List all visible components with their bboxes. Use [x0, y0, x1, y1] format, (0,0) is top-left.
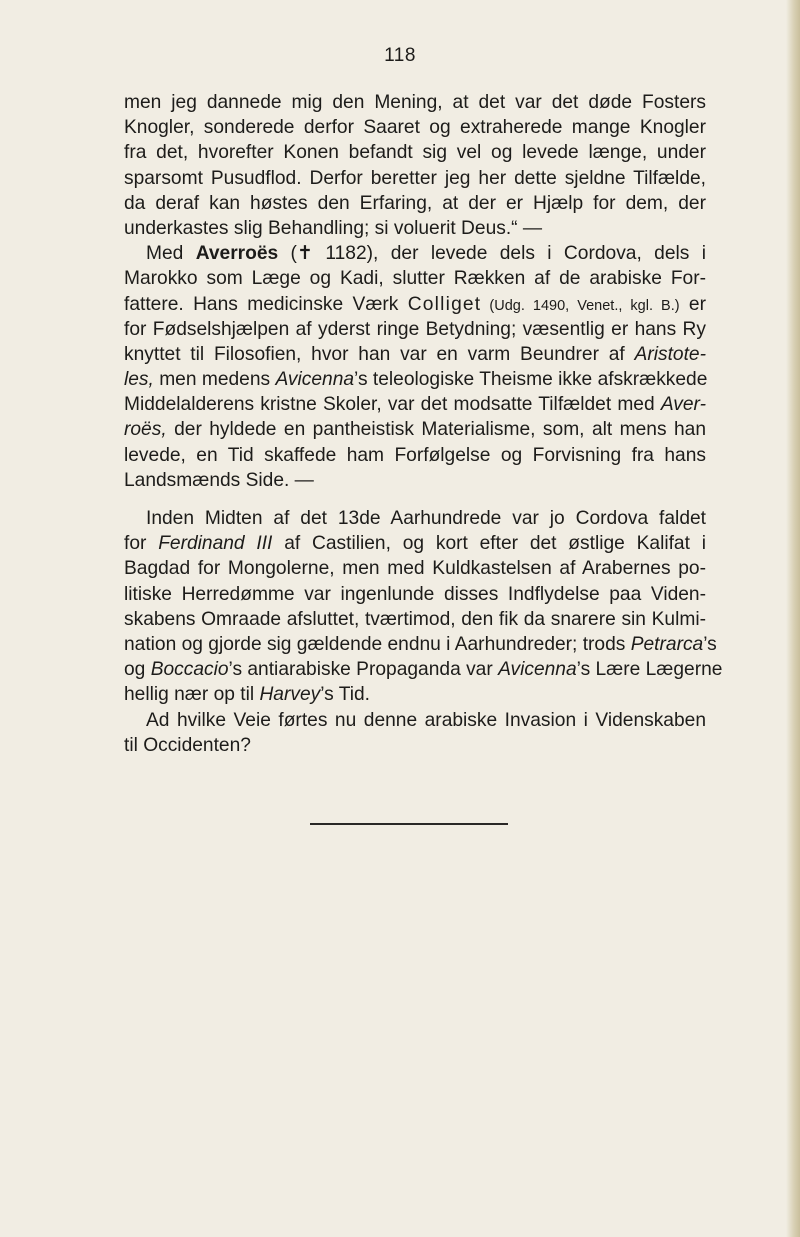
book-title: Colliget [407, 293, 482, 315]
page-edge-shadow [786, 0, 800, 1237]
person-name: Averroës [195, 243, 279, 265]
text-line: roës, der hyldede en pantheistisk Materialisme, som, alt mens han [124, 419, 706, 441]
paragraph-continued [124, 90, 706, 241]
text-line: levede, en Tid skaffede ham Forfølgelse og Forvisning fra hans [124, 444, 706, 466]
text-line: og Boccacio’s antiarabiske Propaganda var Avicenna’s Lære Lægerne [124, 659, 723, 681]
text-line: men jeg dannede mig den Mening, at det var det døde Fosters [124, 92, 706, 113]
text-line: fattere. Hans medicinske Værk Colliget (Udg. 1490, Venet., kgl. B.) er [124, 293, 706, 315]
text-block-upper [124, 90, 706, 493]
text-line: underkastes slig Behandling; si voluerit Deus.“ — [124, 217, 543, 239]
text-line: hellig nær op til Harvey’s Tid. [124, 684, 371, 706]
text-line: Marokko som Læge og Kadi, slutter Rækken af de arabiske For- [124, 268, 706, 290]
text-line: Med Averroës (✝ 1182), der levede dels i Cordova, dels i [146, 243, 706, 265]
text-line: for Fødselshjælpen af yderst ringe Betydning; væsentlig er hans Ry [124, 318, 706, 340]
text-line: sparsomt Pusudflod. Derfor beretter jeg her dette sjeldne Tilfælde, [124, 167, 706, 189]
text-line: Bagdad for Mongolerne, men med Kuldkastelsen af Arabernes po- [124, 558, 706, 580]
text-line: Landsmænds Side. — [124, 469, 314, 491]
text-line: til Occidenten? [124, 734, 251, 756]
text-block-lower [124, 506, 723, 758]
paragraph-cordova [124, 506, 723, 708]
text-line: skabens Omraade afsluttet, tværtimod, den fik da snarere sin Kulmi- [124, 608, 706, 630]
page-number: 118 [384, 45, 416, 66]
text-line: litiske Herredømme var ingenlunde disses Indflydelse paa Viden- [124, 583, 706, 605]
text-line: Inden Midten af det 13de Aarhundrede var jo Cordova faldet [146, 508, 706, 529]
text-line: nation og gjorde sig gældende endnu i Aarhundreder; trods Petrarca’s [124, 633, 717, 655]
text-line: les, men medens Avicenna’s teleologiske Theisme ikke afskrækkede [124, 369, 708, 391]
text-line: Middelalderens kristne Skoler, var det modsatte Tilfældet med Aver- [124, 394, 706, 416]
text-line: for Ferdinand III af Castilien, og kort efter det østlige Kalifat i [124, 533, 706, 555]
text-line: da deraf kan høstes den Erfaring, at der er Hjælp for dem, der [124, 192, 706, 214]
edition-note: (Udg. 1490, Venet., kgl. B.) [481, 297, 680, 314]
paragraph-question [124, 708, 706, 758]
text-line: Knogler, sonderede derfor Saaret og extraherede mange Knogler [124, 117, 706, 139]
text-line: fra det, hvorefter Konen befandt sig vel og levede længe, under [124, 142, 706, 164]
text-line: Ad hvilke Veie førtes nu denne arabiske Invasion i Videnskaben [146, 709, 706, 731]
paragraph-averroes [124, 241, 706, 493]
section-divider [310, 823, 508, 825]
text-line: knyttet til Filosofien, hvor han var en varm Beundrer af Aristote- [124, 343, 706, 365]
